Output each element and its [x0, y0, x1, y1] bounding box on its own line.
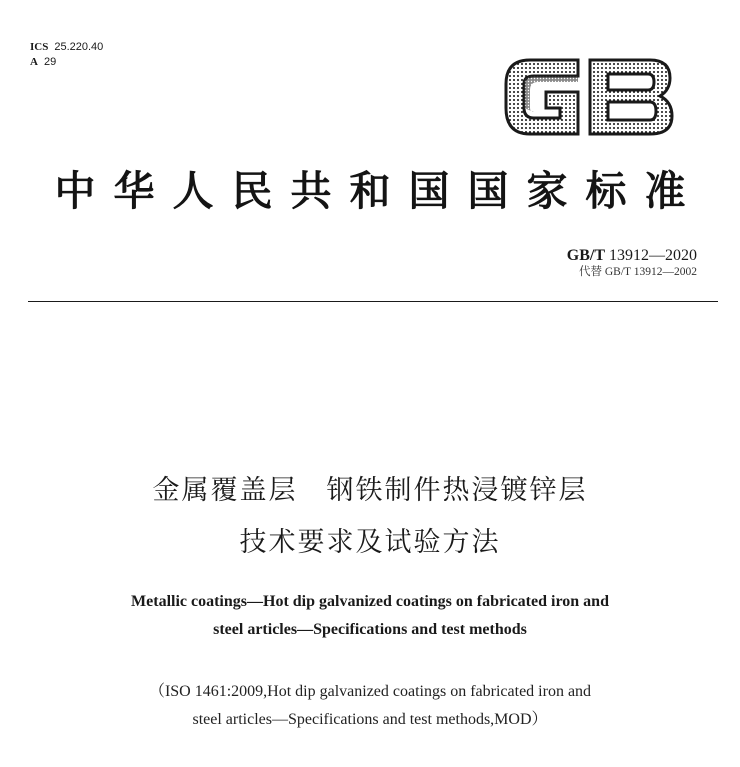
standard-number	[567, 247, 697, 265]
chinese-title-line-2: 技术要求及试验方法	[239, 527, 501, 558]
header-divider	[28, 301, 718, 302]
ccs-code	[30, 55, 103, 70]
ics-code	[30, 40, 103, 55]
gb-logo	[500, 50, 678, 142]
ics-value: 25.220.40	[54, 41, 104, 53]
national-standard-title: 中华人民共和国国家标准	[54, 167, 704, 215]
iso-reference-line-2: steel articles—Specifications and test methods,MOD）	[192, 711, 548, 728]
ics-label: ICS	[30, 41, 49, 53]
ccs-label: A	[30, 56, 38, 68]
standard-code-block	[567, 247, 697, 280]
classification-codes	[30, 40, 103, 70]
logo-letter-g	[506, 60, 578, 134]
chinese-title-line-1: 金属覆盖层 钢铁制件热浸镀锌层	[152, 475, 588, 506]
ccs-value: 29	[43, 56, 57, 68]
iso-reference-line-1: （ISO 1461:2009,Hot dip galvanized coatings on fabricated iron and	[148, 683, 592, 700]
replaces-standard: 代替 GB/T 13912—2002	[579, 266, 697, 278]
standard-prefix: GB/T	[566, 247, 605, 264]
logo-letter-b	[590, 60, 672, 134]
standard-number-value: 13912—2020	[609, 247, 697, 264]
english-title-line-1: Metallic coatings—Hot dip galvanized coatings on fabricated iron and	[131, 593, 609, 610]
english-title-line-2: steel articles—Specifications and test methods	[213, 621, 527, 638]
